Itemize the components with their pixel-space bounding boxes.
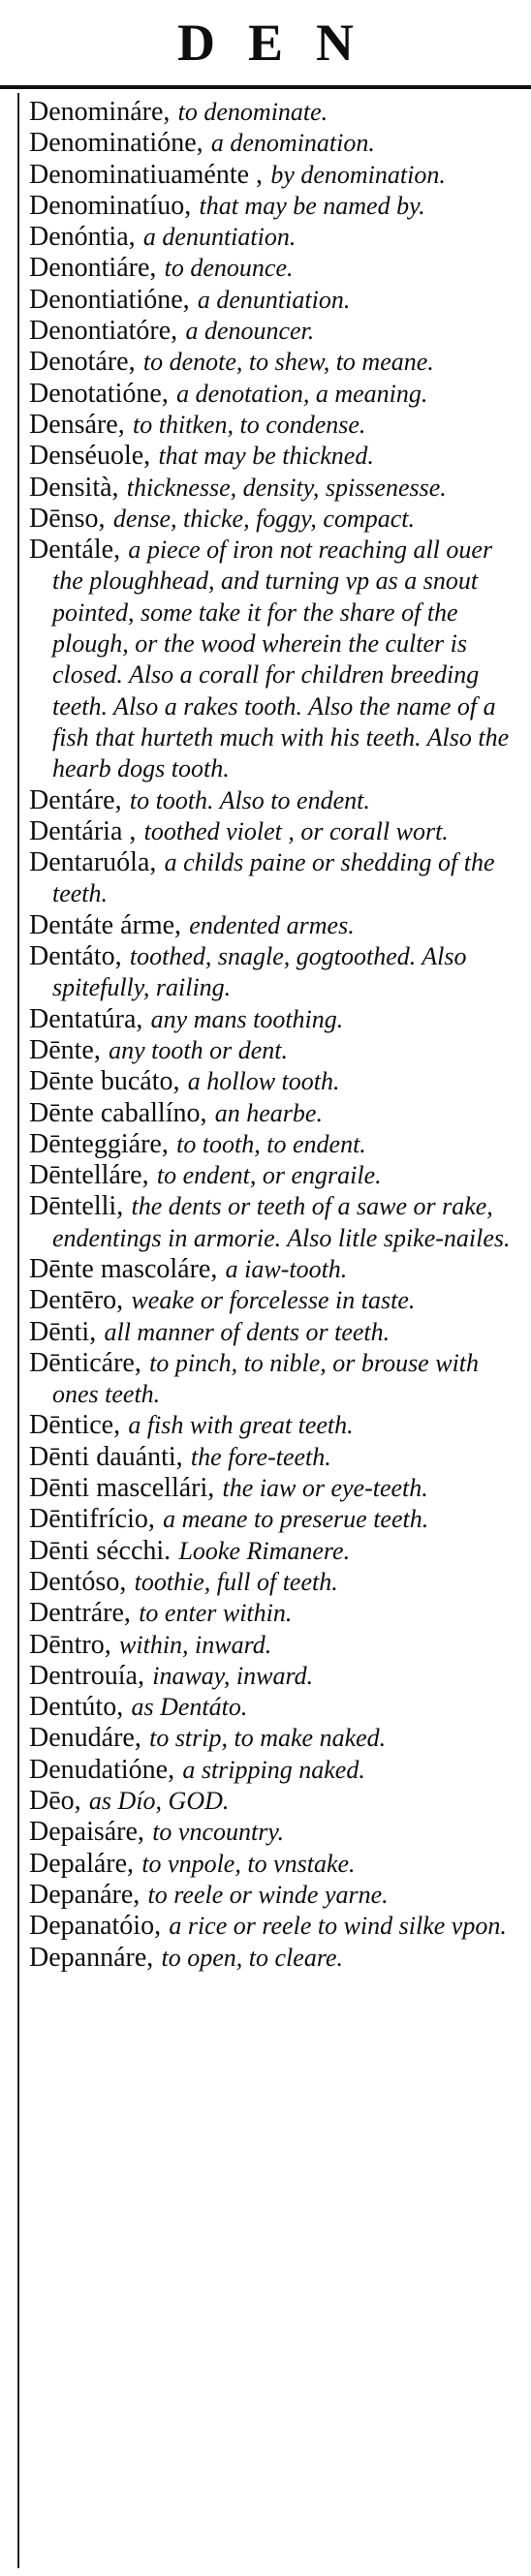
entry-definition: to pinch, to nible, or brouse with ones teeth. [52,1348,480,1409]
entry-definition: within, inward. [119,1630,272,1659]
dictionary-entry [29,97,521,128]
dictionary-entry [29,910,521,941]
entry-definition: the iaw or eye-teeth. [222,1474,428,1503]
dictionary-entry [29,816,521,847]
entry-headword: Depanáre, [29,1879,141,1910]
entry-definition: the dents or teeth of a sawe or rake, endentings in armorie. Also litle spike-nailes. [52,1192,511,1252]
dictionary-entry [29,847,521,910]
entry-definition: weake or forcelesse in taste. [131,1286,416,1315]
dictionary-entry [29,1160,521,1191]
dictionary-entry [29,1755,521,1786]
entry-headword: Dentáte árme, [29,909,182,940]
entry-definition: a denotation, a meaning. [176,379,428,408]
entry-headword: Dēnte, [29,1034,101,1065]
entry-definition: to tooth, to endent. [176,1129,366,1158]
dictionary-entry [29,285,521,316]
entry-headword: Dēntro, [29,1629,111,1660]
dictionary-entry [29,1598,521,1629]
header-rule [0,85,531,89]
entry-headword: Denontiatióne, [29,284,190,315]
entry-headword: Dēnte bucáto, [29,1066,180,1097]
dictionary-entry [29,128,521,159]
entry-headword: Dentáre, [29,784,122,815]
entry-headword: Dēntice, [29,1410,121,1441]
entry-headword: Dentaruóla, [29,847,157,878]
entry-headword: Denotáre, [29,347,136,378]
entry-headword: Dentúto, [29,1692,124,1723]
entry-definition: to vnpole, to vnstake. [141,1849,356,1878]
dictionary-entry [29,1035,521,1066]
entry-headword: Dentále, [29,535,121,566]
entry-definition: a rice or reele to wind silke vpon. [169,1912,507,1941]
entry-definition: a denuntiation. [142,223,297,252]
dictionary-entry [29,379,521,410]
dictionary-entry [29,1880,521,1911]
dictionary-entry [29,1254,521,1285]
entry-definition: a piece of iron not reaching all ouer the ploughhead, and turning vp as a snout pointed, some take it for the share of the plough, or the wood wherein the culter is closed. Also a corall for children breeding teeth. Also a rakes tooth. Also the name of a fish that hurteth much with his teeth. Also the hearb dogs tooth. [52,536,510,783]
dictionary-entry [29,1504,521,1535]
dictionary-entry [29,347,521,378]
entry-definition: thicknesse, density, spissenesse. [126,473,447,502]
entry-definition: to enter within. [139,1599,293,1628]
entry-definition: to denounce. [164,254,294,283]
dictionary-entry [29,253,521,284]
entry-definition: to strip, to make naked. [149,1724,387,1753]
entry-definition: to vncountry. [152,1818,284,1847]
entry-headword: Dentária , [29,815,137,846]
entry-definition: inaway, inward. [152,1661,314,1690]
dictionary-entry [29,535,521,784]
entry-definition: toothed, snagle, gogtoothed. Also spitefully, railing. [52,942,467,1002]
dictionary-entry [29,1567,521,1598]
entry-headword: Denomináre, [29,97,171,127]
entry-headword: Depaisáre, [29,1817,144,1848]
dictionary-entry [29,1630,521,1661]
entry-headword: Dēnti mascellári, [29,1473,215,1504]
entry-headword: Denotatióne, [29,378,169,409]
entry-list [29,97,521,1974]
entry-definition: a fish with great teeth. [128,1411,354,1440]
dictionary-entry [29,1473,521,1504]
entry-headword: Denséuole, [29,441,151,472]
entry-headword: Dēnticáre, [29,1347,141,1378]
entry-definition: a meane to preserue teeth. [163,1505,429,1534]
entry-definition: endented armes. [189,910,355,939]
dictionary-entry [29,1692,521,1723]
dictionary-entry [29,1285,521,1316]
entry-headword: Denominatiuaménte , [29,159,264,190]
entry-headword: Depanatóio, [29,1911,162,1942]
entry-definition: a denomination. [210,129,375,158]
entry-definition: any mans toothing. [150,1004,344,1033]
entry-definition: a denouncer. [185,317,315,346]
entry-definition: to thitken, to condense. [133,410,366,439]
dictionary-entry [29,1849,521,1880]
dictionary-entry [29,316,521,347]
dictionary-entry [29,1129,521,1160]
entry-headword: Denontiatóre, [29,316,178,347]
entry-definition: that may be named by. [199,191,425,220]
entry-definition: a iaw-tooth. [225,1254,348,1283]
dictionary-entry [29,1004,521,1035]
dictionary-entry [29,1911,521,1942]
dictionary-entry [29,504,521,535]
dictionary-entry [29,1066,521,1097]
entry-headword: Dēnte caballíno, [29,1097,207,1128]
entry-definition: to reele or winde yarne. [147,1880,389,1909]
entry-headword: Denóntia, [29,222,136,253]
dictionary-entry [29,1098,521,1129]
dictionary-entry [29,473,521,504]
entry-headword: Denominatíuo, [29,190,192,221]
entry-headword: Dēnti sécchi. [29,1535,172,1566]
entry-definition: to tooth. Also to endent. [129,785,370,814]
entry-headword: Dentráre, [29,1598,131,1629]
entry-definition: to denote, to shew, to meane. [142,348,434,377]
entry-definition: that may be thickned. [158,442,374,471]
entry-headword: Depaláre, [29,1848,135,1879]
entry-definition: Looke Rimanere. [178,1536,351,1565]
entry-headword: Dēnso, [29,503,106,534]
dictionary-entry [29,1348,521,1411]
entry-headword: Dēnte mascoláre, [29,1253,218,1284]
dictionary-entry [29,941,521,1004]
entry-headword: Denudatióne, [29,1754,175,1785]
entry-headword: Dentēro, [29,1285,124,1316]
column-rule [17,93,19,2568]
dictionary-entry [29,1410,521,1441]
dictionary-entry [29,1943,521,1974]
entry-headword: Dēntelláre, [29,1160,149,1191]
entry-headword: Dēnti, [29,1316,97,1347]
dictionary-entry [29,222,521,253]
entry-headword: Dēnti dauánti, [29,1441,183,1472]
entry-headword: Dentáto, [29,941,122,972]
entry-headword: Densáre, [29,409,125,440]
entry-headword: Dēntifrício, [29,1504,155,1535]
entry-headword: Densità, [29,472,119,503]
entry-headword: Dentatúra, [29,1003,143,1034]
entry-definition: to denominate. [177,98,328,126]
entry-definition: as Dentáto. [131,1693,248,1722]
entry-definition: the fore-teeth. [190,1442,331,1471]
dictionary-entry [29,785,521,816]
dictionary-entry [29,191,521,222]
dictionary-entry [29,1817,521,1848]
entry-definition: toothed violet , or corall wort. [143,816,449,845]
dictionary-entry [29,1786,521,1817]
entry-definition: toothie, full of teeth. [134,1567,338,1596]
entry-definition: a childs paine or shedding of the teeth. [52,848,495,908]
entry-headword: Dentóso, [29,1566,127,1597]
running-head: DEN [176,14,387,72]
dictionary-entry [29,1317,521,1348]
dictionary-entry [29,1191,521,1254]
entry-definition: a denuntiation. [197,285,351,314]
entry-definition: to endent, or engraile. [156,1161,382,1190]
entry-headword: Denudáre, [29,1723,141,1754]
dictionary-entry [29,1661,521,1692]
entry-definition: any tooth or dent. [109,1035,288,1064]
dictionary-entry [29,410,521,441]
entry-definition: dense, thicke, foggy, compact. [112,504,415,533]
dictionary-entry [29,1723,521,1754]
entry-definition: by denomination. [270,160,446,189]
entry-headword: Denominatióne, [29,128,203,159]
dictionary-entry [29,160,521,191]
dictionary-entry [29,441,521,472]
entry-definition: a stripping naked. [182,1755,365,1784]
entry-headword: Dēo, [29,1786,81,1817]
dictionary-entry [29,1442,521,1473]
entry-definition: as Dío, GOD. [88,1787,230,1816]
entry-headword: Depannáre, [29,1942,154,1973]
entry-definition: an hearbe. [214,1098,323,1127]
entry-headword: Dēntelli, [29,1191,124,1222]
entry-headword: Denontiáre, [29,253,157,284]
dictionary-entry [29,1536,521,1567]
entry-headword: Dēnteggiáre, [29,1128,169,1159]
entry-definition: to open, to cleare. [161,1943,344,1972]
entry-definition: a hollow tooth. [187,1067,340,1096]
entry-headword: Dentrouía, [29,1660,144,1691]
entry-definition: all manner of dents or teeth. [104,1317,390,1346]
